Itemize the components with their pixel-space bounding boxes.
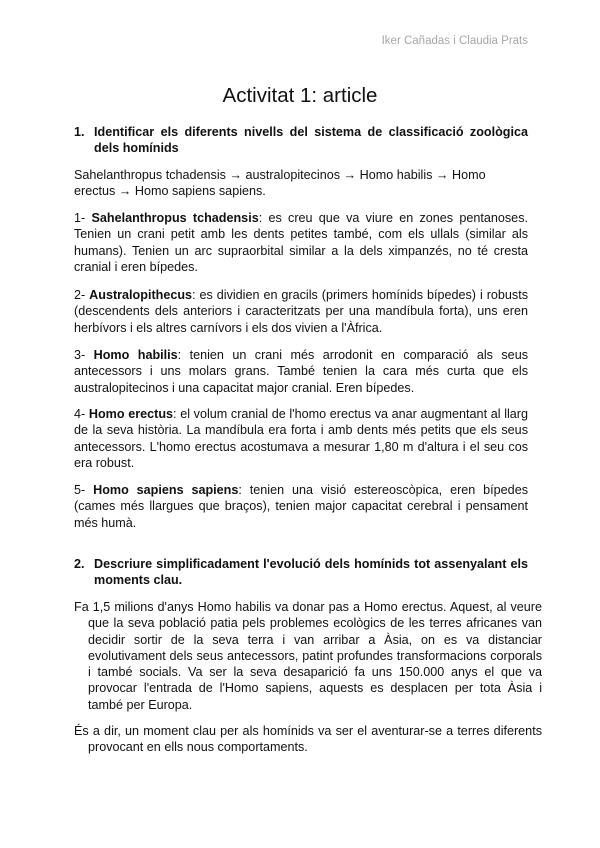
item-text: : el volum cranial de l'homo erectus va anar augmentant al llarg de la seva història. La mandíbula era forta i amb dents més petits que els seus antecessors. L'homo erectus acostumava a mesurar 1,80 m d'altura i el seu cos era robust. xyxy=(74,407,528,470)
question-1-number: 1. xyxy=(74,125,85,139)
item-term: Sahelanthropus tchadensis xyxy=(91,211,259,225)
item-term: Australopithecus xyxy=(89,288,193,302)
item-text: : tenien un crani més arrodonit en comparació als seus antecessors i uns molars grans. També tenien la cara més curta que els australopitecinos i una capacitat major cranial. Eren bípedes. xyxy=(74,348,528,395)
hominid-sequence: Sahelanthropus tchadensis → australopitecinos → Homo habilis → Homo erectus → Homo sapiens sapiens. xyxy=(74,168,486,199)
list-item xyxy=(74,210,528,275)
list-item xyxy=(74,287,528,336)
item-prefix: 5- xyxy=(74,483,94,497)
answer-2-paragraph-2: És a dir, un moment clau per als homínids va ser el aventurar-se a terres diferents provocant en ells nous comportaments. xyxy=(74,724,542,755)
question-2-text: Descriure simplificadament l'evolució dels homínids tot assenyalant els moments clau. xyxy=(94,557,528,587)
item-text: : tenien una visió estereoscòpica, eren bípedes (cames més llargues que braços), tenien major capacitat cerebral i pensament més humà. xyxy=(74,483,528,530)
item-term: Homo habilis xyxy=(93,348,178,362)
answer-2-paragraph-1: Fa 1,5 milions d'anys Homo habilis va donar pas a Homo erectus. Aquest, al veure que la seva població patia pels problemes ecològics de les terres africanes van decidir sortir de la seva terra i van arribar a Àsia, on es va distanciar evolutivament dels seus antecessors, patint profundes transformacions corporals i també socials. Va ser la seva desaparició fa uns 150.000 anys el que va provocar l'entrada de l'Homo sapiens, aquests es desplacen per tota Àsia i també per Europa. xyxy=(74,600,542,712)
item-text: : es creu que va viure en zones pentanoses. Tenien un crani petit amb les dents petites també, com els ullals (similar als humans). Tenien un arc supraorbital similar a la dels ximpanzés, no té cresta cranial i eren bípedes. xyxy=(74,211,528,274)
item-prefix: 4- xyxy=(74,407,89,421)
question-2-number: 2. xyxy=(74,557,85,571)
item-term: Homo erectus xyxy=(88,407,174,421)
item-prefix: 3- xyxy=(74,348,94,362)
question-1 xyxy=(74,124,528,156)
question-2 xyxy=(74,556,528,588)
document-title: Activitat 1: article xyxy=(222,84,378,107)
question-1-text: Identificar els diferents nivells del sistema de classificació zoològica dels homínids xyxy=(94,125,528,155)
header-author: Iker Cañadas i Claudia Prats xyxy=(381,35,528,47)
list-item xyxy=(74,406,528,471)
list-item xyxy=(74,482,528,531)
item-prefix: 1- xyxy=(74,211,92,225)
item-term: Homo sapiens sapiens xyxy=(93,483,239,497)
list-item xyxy=(74,347,528,396)
item-text: : es dividien en gracils (primers homínids bípedes) i robusts (descendents dels anteriors i caracteritzats per una mandíbula forta), uns eren herbívors i els altres carnívors i els dos vivien a l'Àfrica. xyxy=(74,288,529,335)
item-prefix: 2- xyxy=(74,288,90,302)
